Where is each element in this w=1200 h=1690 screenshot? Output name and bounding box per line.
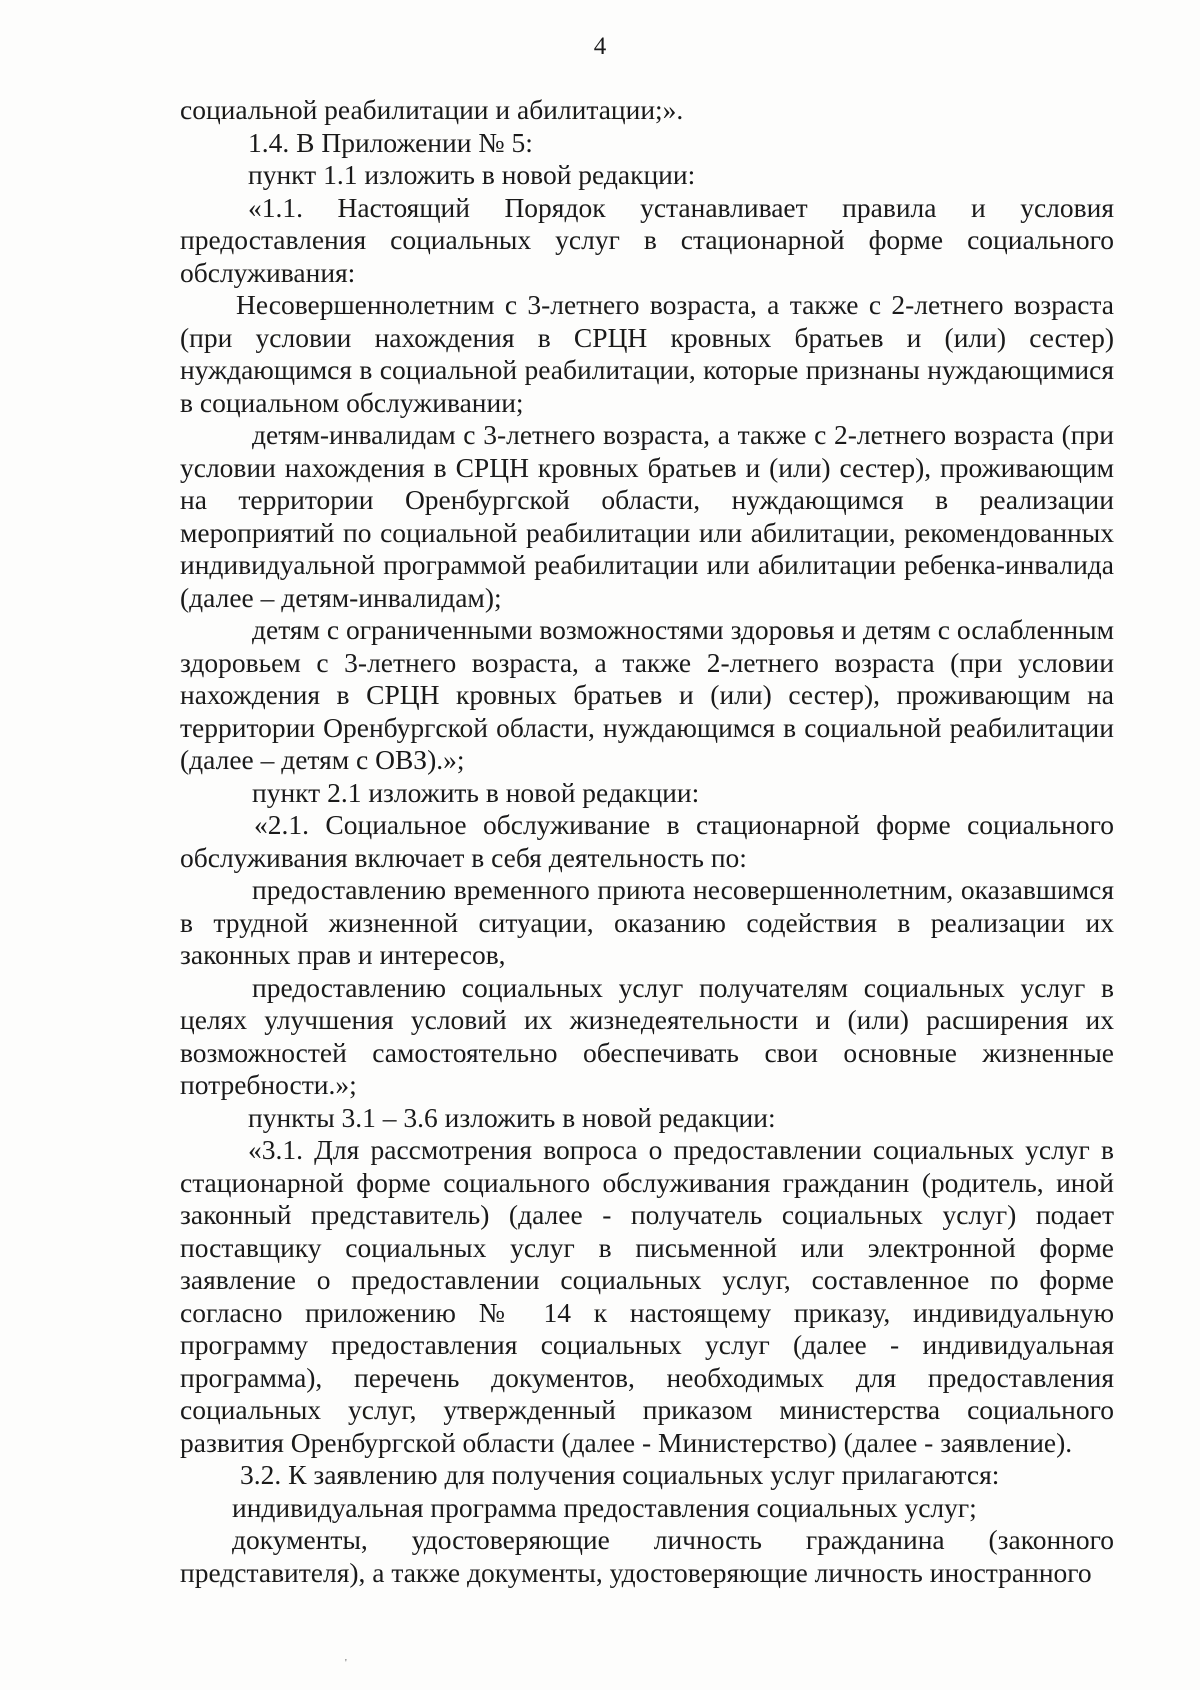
paragraph: «3.1. Для рассмотрения вопроса о предоставлении социальных услуг в стационарной форме социального обслуживания гражданин (родитель, иной законный представитель) (далее - получатель социальных услуг) подает поставщику социальных услуг в письменной или электронной форме заявление о предоставлении социальных услуг, составленное по форме согласно приложению № 14 к настоящему приказу, индивидуальную программу предоставления социальных услуг (далее - индивидуальная программа), перечень документов, необходимых для предоставления социальных услуг, утвержденный приказом министерства социального развития Оренбургской области (далее - Министерство) (далее - заявление). [180,1134,1114,1458]
scan-artifact: ' [345,1658,347,1669]
paragraph: пункт 1.1 изложить в новой редакции: [248,159,696,190]
paragraph: предоставлению социальных услуг получателям социальных услуг в целях улучшения условий их жизнедеятельности и (или) расширения их возможностей самостоятельно обеспечивать свои основные жизненные потребности.»; [180,971,1114,1100]
page-number: 4 [593,33,607,60]
paragraph: пункты 3.1 – 3.6 изложить в новой редакции: [248,1101,776,1133]
paragraph: индивидуальная программа предоставления социальных услуг; [232,1491,977,1523]
section-heading: 1.4. В Приложении № 5: [248,126,533,158]
document-body [180,94,1114,1589]
paragraph: детям-инвалидам с 3-летнего возраста, а также с 2-летнего возраста (при условии нахождения в СРЦН кровных братьев и (или) сестер), проживающим на территории Оренбургской области, нуждающимся в реализации мероприятий по социальной реабилитации или абилитации, рекомендованных индивидуальной программой реабилитации или абилитации ребенка-инвалида (далее – детям-инвалидам); [180,419,1114,613]
paragraph: Несовершеннолетним с 3-летнего возраста, а также с 2-летнего возраста (при условии нахождения в СРЦН кровных братьев и (или) сестер) нуждающимся в социальной реабилитации, которые признаны нуждающимися в социальном обслуживании; [180,289,1114,418]
paragraph: «1.1. Настоящий Порядок устанавливает правила и условия предоставления социальных услуг в стационарной форме социального обслуживания: [180,191,1114,288]
paragraph: детям с ограниченными возможностями здоровья и детям с ослабленным здоровьем с 3-летнего возраста, а также 2-летнего возраста (при условии нахождения в СРЦН кровных братьев и (или) сестер), проживающим на территории Оренбургской области, нуждающимся в социальной реабилитации (далее – детям с ОВЗ).»; [180,614,1114,775]
paragraph: 3.2. К заявлению для получения социальных услуг прилагаются: [240,1459,1000,1490]
paragraph: предоставлению временного приюта несовершеннолетним, оказавшимся в трудной жизненной ситуации, оказанию содействия в реализации их законных прав и интересов, [180,874,1114,970]
paragraph: пункт 2.1 изложить в новой редакции: [252,776,700,808]
paragraph: документы, удостоверяющие личность гражданина (законного представителя), а также документы, удостоверяющие личность иностранного [180,1524,1114,1588]
paragraph: социальной реабилитации и абилитации;». [180,94,684,125]
paragraph: «2.1. Социальное обслуживание в стационарной форме социального обслуживания включает в себя деятельность по: [180,809,1114,873]
